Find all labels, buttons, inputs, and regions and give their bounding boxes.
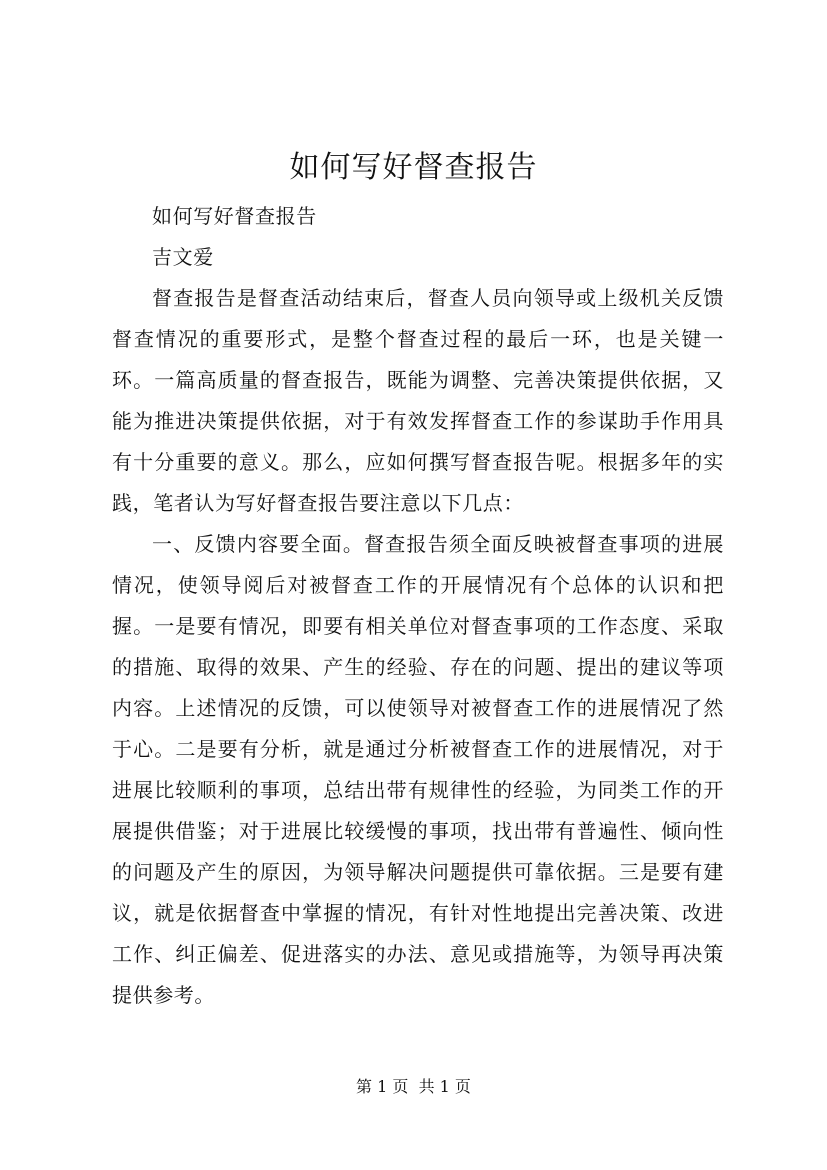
document-author: 吉文爱: [152, 245, 214, 269]
document-subtitle: 如何写好督查报告: [152, 204, 317, 228]
paragraph-section-one: 一、反馈内容要全面。督查报告须全面反映被督查事项的进展情况，使领导阅后对被督查工作的开展情况有个总体的认识和把握。一是要有情况，即要有相关单位对督查事项的工作态度、采取的措施、取得的效果、产生的经验、存在的问题、提出的建议等项内容。上述情况的反馈，可以使领导对被督查工作的进展情况了然于心。二是要有分析，就是通过分析被督查工作的进展情况，对于进展比较顺利的事项，总结出带有规律性的经验，为同类工作的开展提供借鉴；对于进展比较缓慢的事项，找出带有普遍性、倾向性的问题及产生的原因，为领导解决问题提供可靠依据。三是要有建议，就是依据督查中掌握的情况，有针对性地提出完善决策、改进工作、纠正偏差、促进落实的办法、意见或措施等，为领导再决策提供参考。: [112, 532, 724, 1007]
paragraph-intro: 督查报告是督查活动结束后，督查人员向领导或上级机关反馈督查情况的重要形式，是整个督查过程的最后一环，也是关键一环。一篇高质量的督查报告，既能为调整、完善决策提供依据，又能为推进决策提供依据，对于有效发挥督查工作的参谋助手作用具有十分重要的意义。那么，应如何撰写督查报告呢。根据多年的实践，笔者认为写好督查报告要注意以下几点：: [112, 286, 724, 515]
page-number-footer: 第 1 页 共 1 页: [356, 1077, 471, 1096]
document-title: 如何写好督查报告: [289, 150, 538, 185]
document-body: [112, 196, 724, 1016]
